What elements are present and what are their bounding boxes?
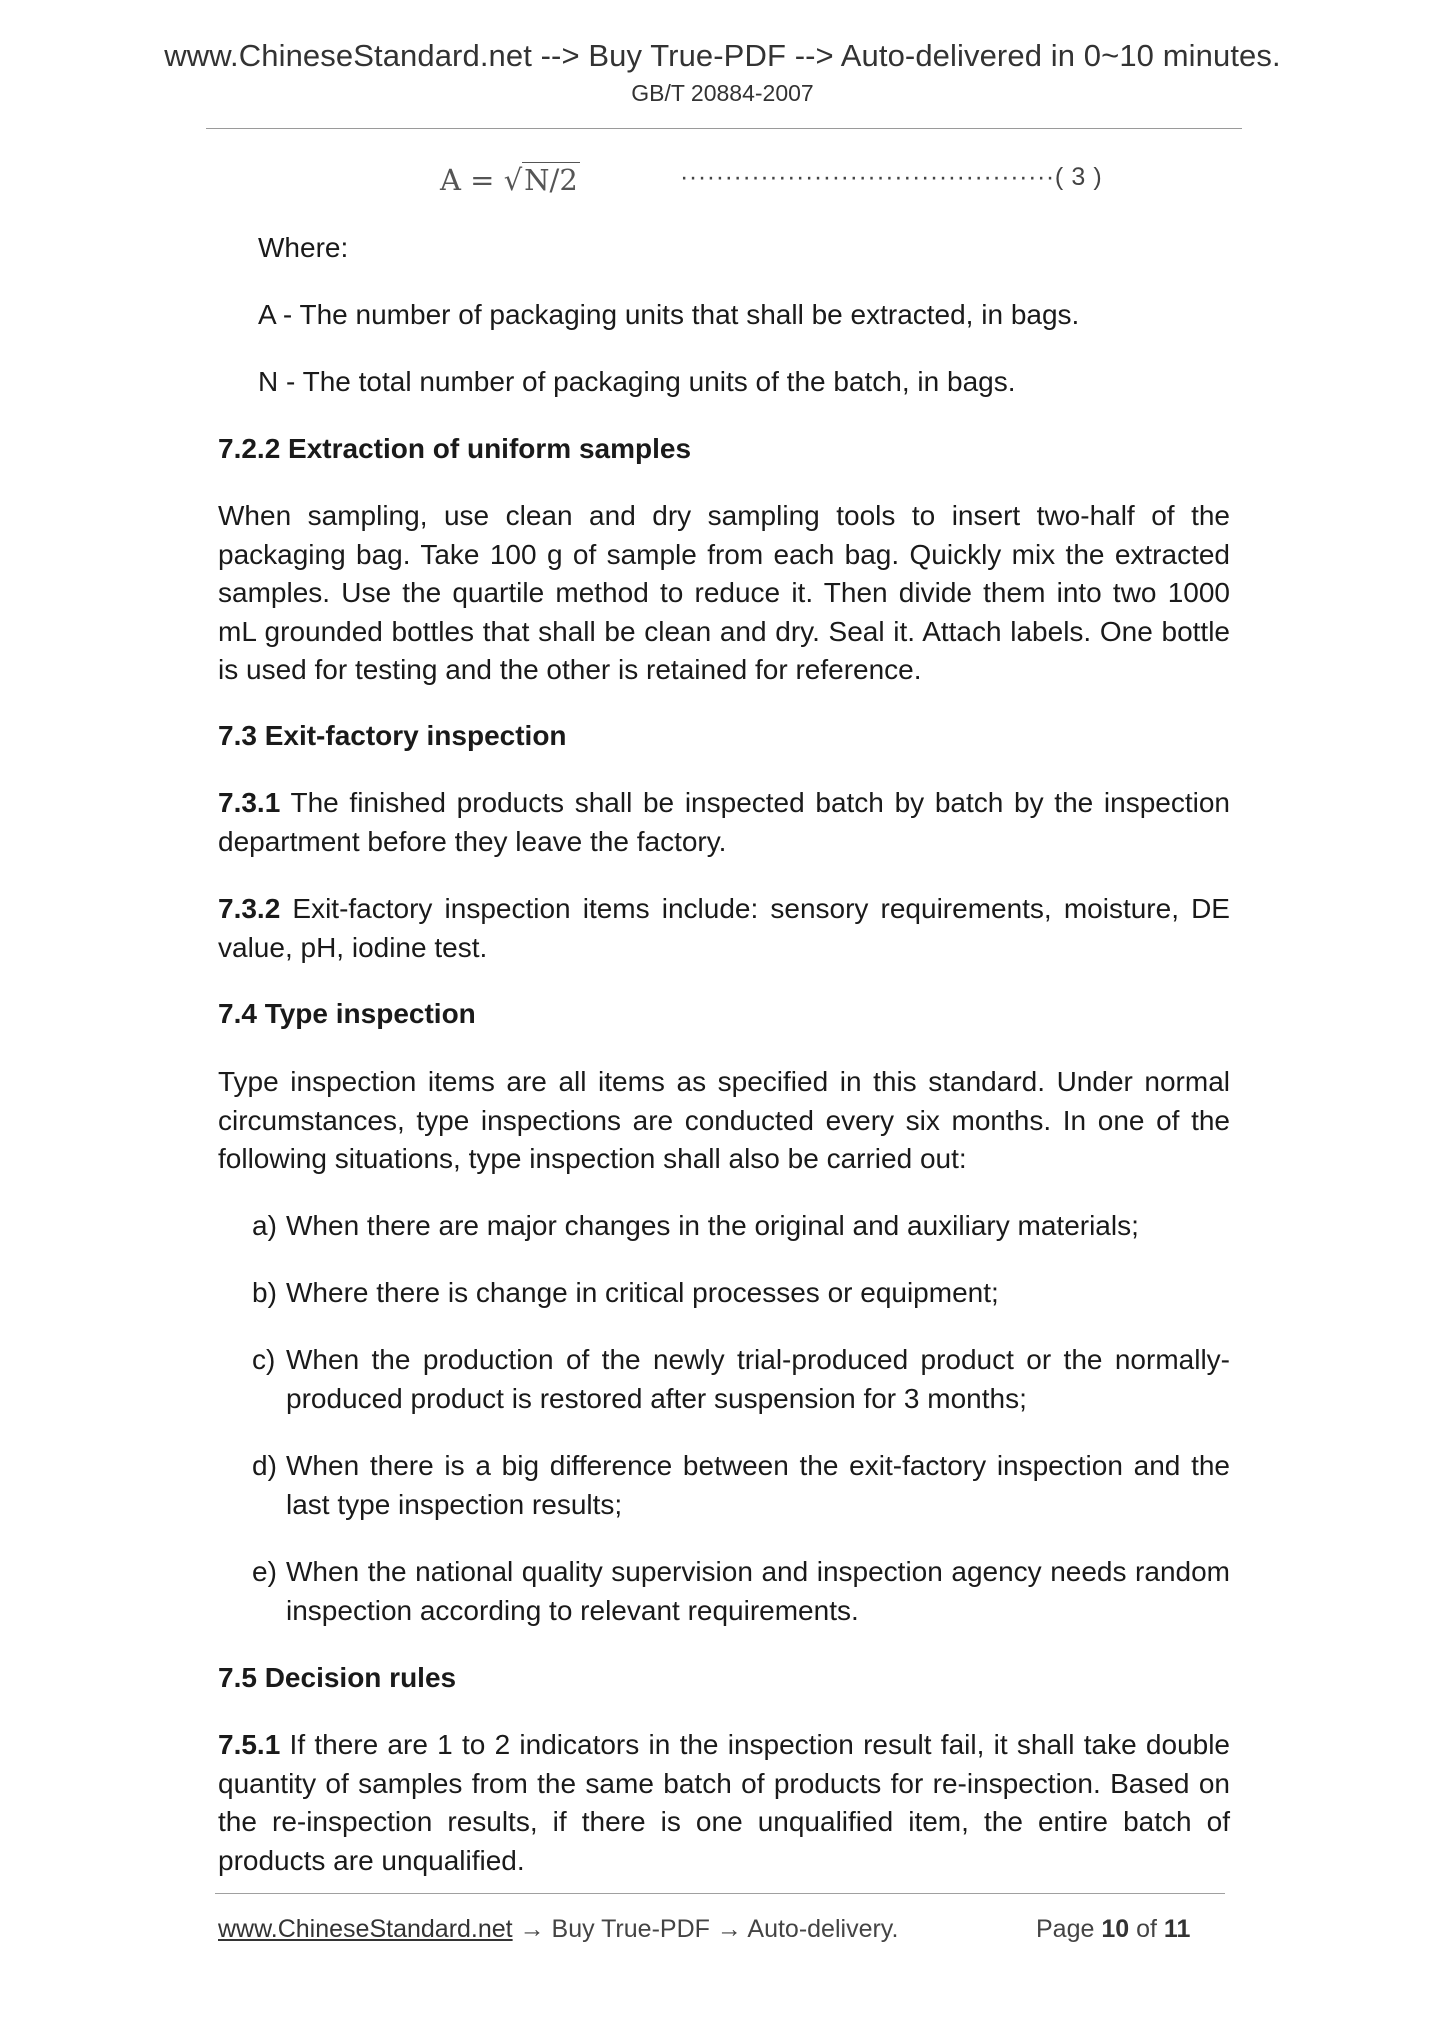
list-label: c)	[252, 1344, 276, 1375]
list-text: When there is a big difference between the exit-factory inspection and the last type inspection results;	[286, 1450, 1230, 1520]
formula-number-leader	[680, 163, 1102, 192]
header-divider	[206, 128, 1242, 129]
formula-dots: ··········································	[680, 163, 1055, 191]
standard-code: GB/T 20884-2007	[631, 80, 814, 106]
header-title: www.ChineseStandard.net --> Buy True-PDF --> Auto-delivered in 0~10 minutes.	[164, 38, 1281, 73]
where-label: Where:	[258, 232, 349, 263]
formula-3	[440, 163, 580, 197]
clause-number: 7.3.2	[218, 893, 281, 924]
footer-divider	[215, 1893, 1225, 1894]
list-item	[252, 1553, 1230, 1630]
page-total: 11	[1163, 1915, 1191, 1943]
list-label: d)	[252, 1450, 277, 1481]
list-label: b)	[252, 1277, 277, 1308]
paragraph-7-5-1	[218, 1726, 1230, 1880]
sqrt-symbol: √	[503, 163, 523, 197]
list-item	[252, 1207, 1230, 1246]
definition-n: N - The total number of packaging units of the batch, in bags.	[258, 366, 1016, 397]
footer-promo-text: → Buy True-PDF → Auto-delivery.	[512, 1915, 899, 1943]
paragraph-7-4: Type inspection items are all items as specified in this standard. Under normal circumstances, type inspections are conducted every six months. In one of the following situations, type inspection shall also be carried out:	[218, 1066, 1230, 1174]
list-item	[252, 1274, 1230, 1313]
page-number: 10	[1101, 1915, 1130, 1943]
paragraph-7-3-1	[218, 784, 1230, 861]
footer-promo	[218, 1915, 898, 1944]
of-label: of	[1136, 1915, 1157, 1943]
definition-a: A - The number of packaging units that shall be extracted, in bags.	[258, 299, 1080, 330]
list-item	[252, 1447, 1230, 1524]
clause-text: If there are 1 to 2 indicators in the inspection result fail, it shall take double quantity of samples from the same batch of products for re-inspection. Based on the re-inspection results, if there is one unqualified item, the entire batch of products are unqualified.	[218, 1729, 1230, 1876]
page-label: Page	[1036, 1915, 1095, 1943]
page-indicator	[1036, 1915, 1190, 1944]
formula-radicand: N/2	[524, 163, 578, 197]
heading-7-5: 7.5 Decision rules	[218, 1662, 457, 1693]
list-text: Where there is change in critical processes or equipment;	[286, 1277, 999, 1308]
clause-number: 7.3.1	[218, 787, 281, 818]
heading-7-2-2: 7.2.2 Extraction of uniform samples	[218, 433, 692, 464]
list-item	[252, 1341, 1230, 1418]
list-text: When there are major changes in the original and auxiliary materials;	[286, 1210, 1139, 1241]
heading-7-3: 7.3 Exit-factory inspection	[218, 720, 567, 751]
paragraph-7-3-2	[218, 890, 1230, 967]
list-text: When the production of the newly trial-produced product or the normally-produced product is restored after suspension for 3 months;	[286, 1344, 1230, 1414]
formula-lhs: A =	[440, 163, 495, 197]
formula-number: ( 3 )	[1054, 163, 1103, 191]
list-label: e)	[252, 1556, 277, 1587]
clause-text: Exit-factory inspection items include: sensory requirements, moisture, DE value, pH, iodine test.	[218, 893, 1230, 963]
footer-site-link[interactable]: www.ChineseStandard.net	[218, 1915, 513, 1943]
clause-text: The finished products shall be inspected batch by batch by the inspection department before they leave the factory.	[218, 787, 1230, 857]
clause-number: 7.5.1	[218, 1729, 281, 1760]
heading-7-4: 7.4 Type inspection	[218, 998, 476, 1029]
list-label: a)	[252, 1210, 277, 1241]
list-text: When the national quality supervision and inspection agency needs random inspection according to relevant requirements.	[286, 1556, 1230, 1626]
paragraph-7-2-2: When sampling, use clean and dry sampling tools to insert two-half of the packaging bag. Take 100 g of sample from each bag. Quickly mix the extracted samples. Use the quartile method to reduce it. Then divide them into two 1000 mL grounded bottles that shall be clean and dry. Seal it. Attach labels. One bottle is used for testing and the other is retained for reference.	[218, 500, 1230, 685]
